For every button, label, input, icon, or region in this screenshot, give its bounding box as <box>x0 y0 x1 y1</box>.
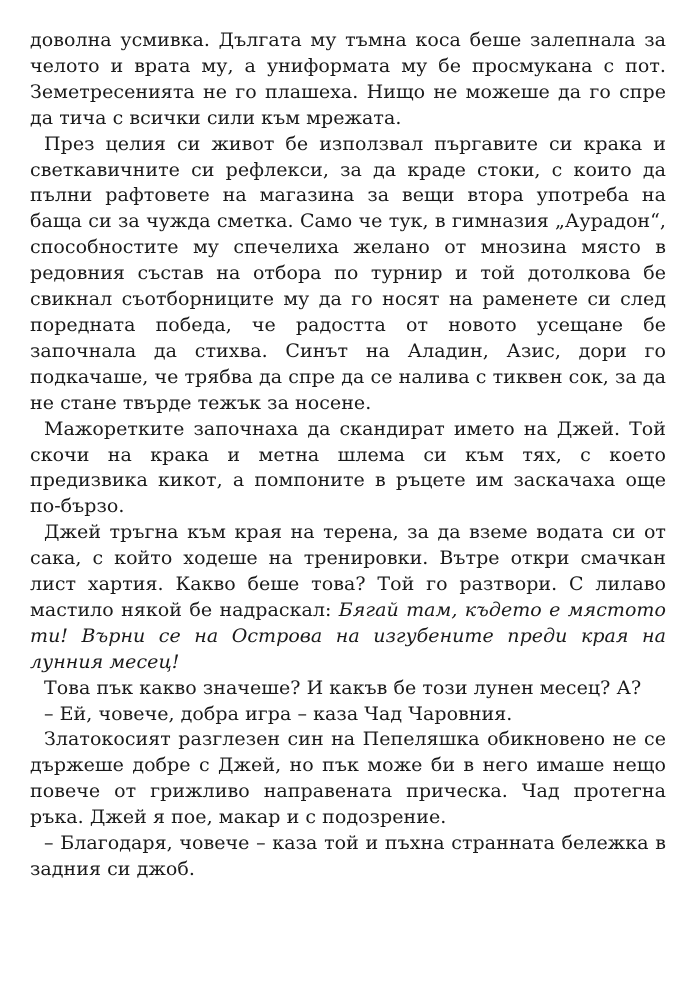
paragraph-1-text: доволна усмивка. Дългата му тъмна коса беше залепнала за челото и врата му, а униформата му бе просмукана с пот. Земетресенията не го плашеха. Нищо не можеше да го спре да тича с всички сили към мрежата. <box>30 29 666 129</box>
paragraph-8 <box>30 831 666 883</box>
paragraph-3 <box>30 417 666 521</box>
book-page <box>30 28 666 883</box>
paragraph-3-text: Мажоретките започнаха да скандират името на Джей. Той скочи на крака и метна шлема си към тях, с което предизвика кикот, а помпоните в ръцете им заскачаха още по-бързо. <box>30 417 666 518</box>
paragraph-6-text: – Ей, човече, добра игра – каза Чад Чаровния. <box>44 702 513 725</box>
paragraph-7-text: Златокосият разглезен син на Пепеляшка обикновено не се държеше добре с Джей, но пък може би в него имаше нещо повече от грижливо направената прическа. Чад протегна ръка. Джей я пое, макар и с подозрение. <box>30 728 666 829</box>
paragraph-2 <box>30 132 666 417</box>
paragraph-2-text: През целия си живот бе използвал пъргавите си крака и светкавичните си рефлекси, за да краде стоки, с които да пълни рафтовете на магазина за вещи втора употреба на баща си за чужда сметка. Само че тук, в гимназия „Аурадон“, способностите му спечелиха желано от мнозина място в редовния състав на отбора по турнир и той дотолкова бе свикнал съотборниците му да го носят на раменете си след поредната победа, че радостта от новото усещане бе започнала да стихва. Синът на Аладин, Азис, дори го подкачаше, че трябва да спре да се налива с тиквен сок, за да не стане твърде тежък за носене. <box>30 132 666 414</box>
paragraph-8-text: – Благодаря, човече – каза той и пъхна странната бележка в задния си джоб. <box>30 832 666 880</box>
paragraph-5-text: Това пък какво значеше? И какъв бе този лунен месец? А? <box>44 676 642 699</box>
paragraph-1 <box>30 28 666 132</box>
paragraph-6 <box>30 702 666 728</box>
paragraph-5 <box>30 676 666 702</box>
paragraph-7 <box>30 727 666 831</box>
paragraph-4-text: Джей тръгна към края на терена, за да вземе водата си от сака, с който ходеше на тренировки. Вътре откри смачкан лист хартия. Какво беше това? Той го разтвори. С лилаво мастило някой бе надраскал: <box>30 521 666 621</box>
paragraph-4-note-italic: Бягай там, където е мястото ти! Върни се на Острова на изгубените преди края на лунния месец! <box>30 598 666 673</box>
paragraph-4 <box>30 520 666 675</box>
